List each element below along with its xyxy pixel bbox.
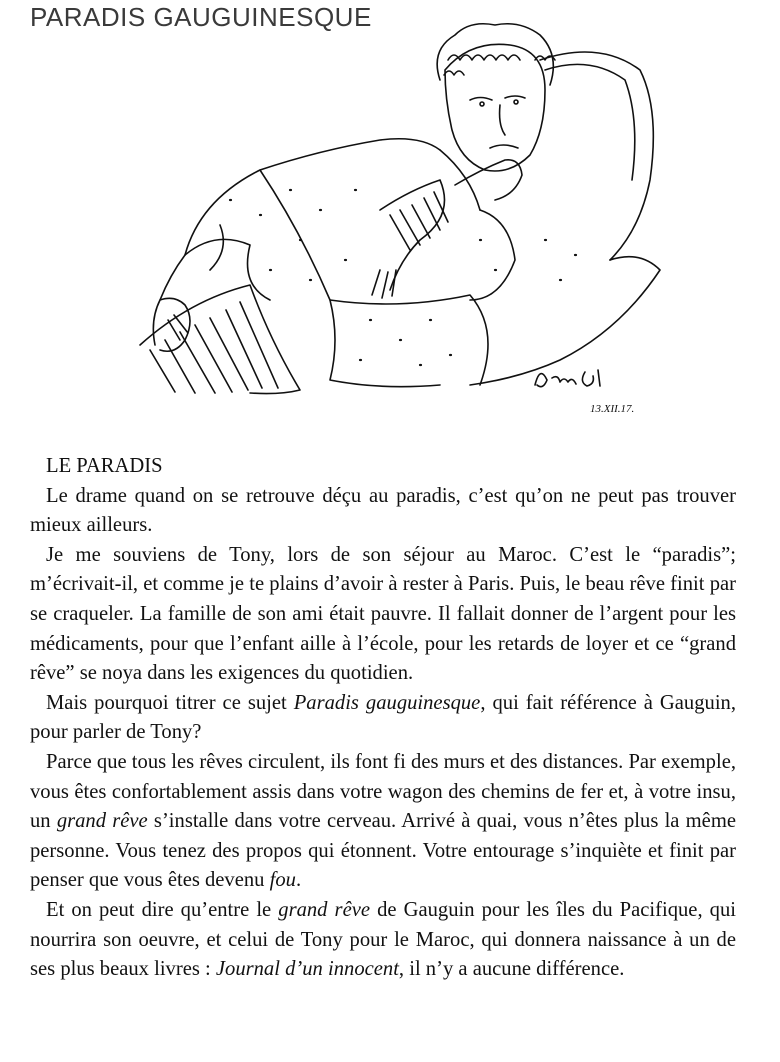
text-run: Et on peut dire qu’entre le: [46, 898, 279, 921]
italic-title: Paradis gauguinesque: [293, 691, 481, 714]
paragraph-4: [30, 748, 736, 896]
paragraph-5: [30, 896, 736, 985]
italic-phrase: grand rêve: [56, 810, 148, 833]
italic-phrase: grand rêve: [278, 898, 370, 921]
article-body: [30, 452, 736, 985]
text-run: Mais pourquoi titrer ce sujet: [46, 691, 294, 714]
italic-book-title: Journal d’un innocent: [215, 958, 399, 981]
italic-phrase: fou: [269, 869, 296, 892]
drawing-date: 13.XII.17.: [590, 403, 635, 415]
text-run: , il n’y a aucune différence.: [398, 958, 625, 981]
paragraph-1: Le drame quand on se retrouve déçu au paradis, c’est qu’on ne peut pas trouver mieux ailleurs.: [30, 484, 736, 537]
section-heading: LE PARADIS: [46, 455, 163, 477]
text-run: s’installe dans votre cerveau. Arrivé à quai, vous n’êtes plus la même personne. Vous tenez des propos qui étonnent. Votre entourage s’inquiète et finit par penser que vous êtes devenu: [30, 810, 736, 892]
text-run: Parce que tous les rêves circulent, ils font fi des murs et des distances. Par exemple, vous êtes confortablement assis dans votre wagon des chemins de fer et, à votre insu, un: [30, 750, 736, 833]
text-run: , qui fait référence à Gauguin, pour parler de Tony?: [30, 691, 736, 744]
ink-drawing-portrait: [0, 0, 780, 450]
paragraph-2: Je me souviens de Tony, lors de son séjour au Maroc. C’est le “paradis”; m’écrivait-il, et comme je te plains d’avoir à rester à Paris. Puis, le beau rêve finit par se craqueler. La famille de son ami était pauvre. Il fallait donner de l’argent pour les médicaments, pour que l’enfant aille à l’école, pour les retards de loyer et ce “grand rêve” se noya dans les exigences du quotidien.: [30, 543, 736, 685]
text-run: de Gauguin pour les îles du Pacifique, qui nourrira son oeuvre, et celui de Tony pour le Maroc, qui donnera naissance à un de ses plus beaux livres :: [30, 898, 736, 981]
paragraph-3: [30, 689, 736, 748]
text-run: .: [295, 869, 302, 892]
page-title: PARADIS GAUGUINESQUE: [30, 2, 372, 32]
